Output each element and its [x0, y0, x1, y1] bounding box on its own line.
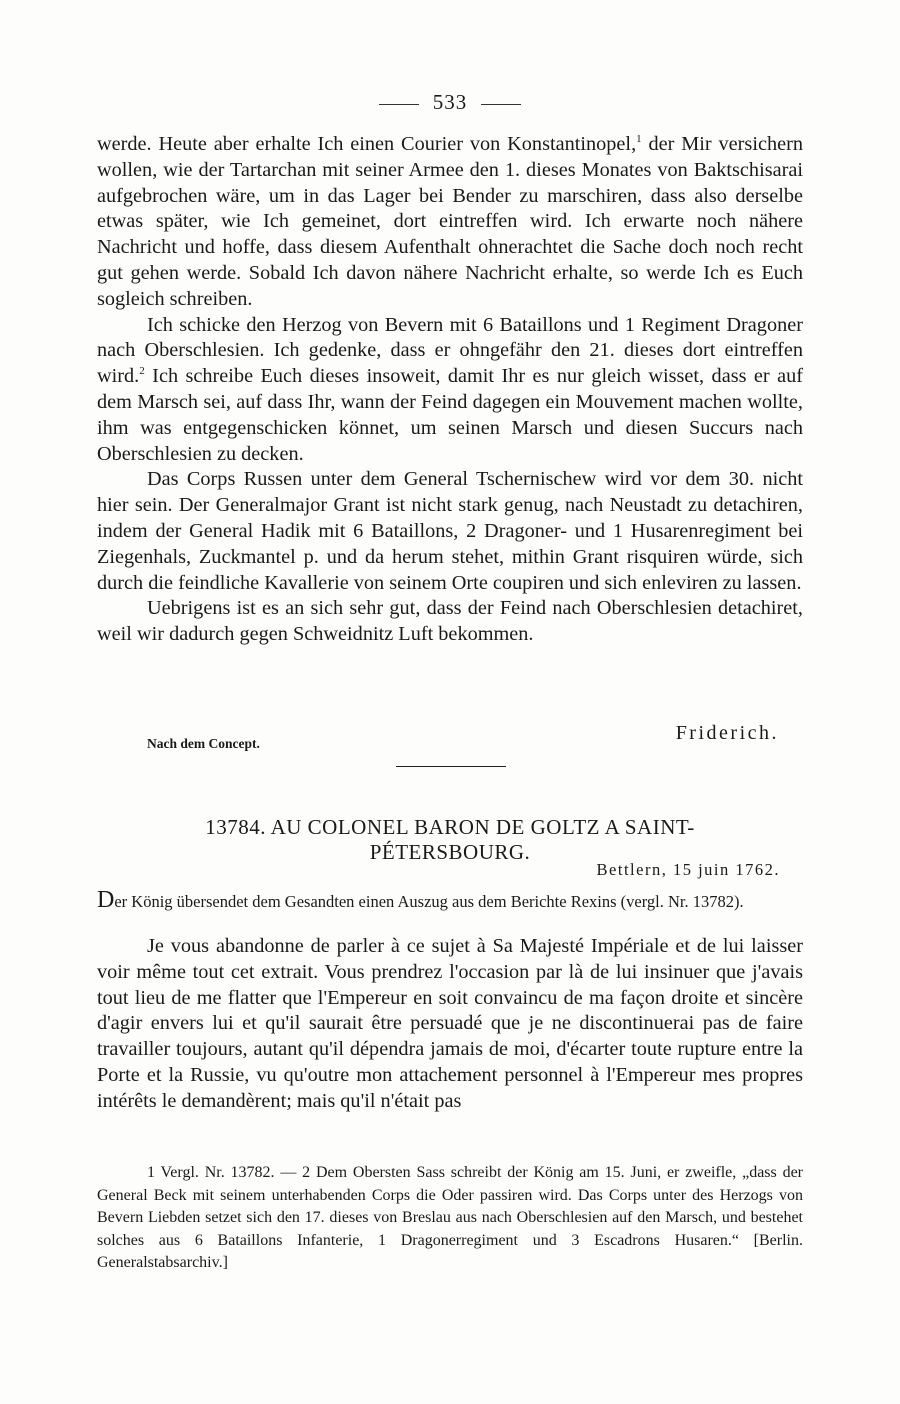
summary-initial: D [97, 887, 115, 913]
main-text [97, 132, 803, 648]
section-divider [396, 766, 506, 767]
footnote-ref-1[interactable]: 1 [636, 133, 642, 145]
source-note: Nach dem Concept. [147, 736, 260, 751]
letter-heading [120, 815, 780, 865]
summary-text: er König übersendet dem Gesandten einen Auszug aus dem Berichte Rexins (vergl. Nr. 13782). [114, 892, 744, 911]
letter-body [97, 934, 803, 1115]
main-paragraph-3: Das Corps Russen unter dem General Tschernischew wird vor dem 30. nicht hier sein. Der Generalmajor Grant ist nicht stark genug, nach Neustadt zu detachiren, indem der General Hadik mit 6 Bataillons, 2 Dragoner- und 1 Husarenregiment bei Ziegenhals, Zuckmantel p. und da herum stehet, mithin Grant risquiren würde, sich durch die feindliche Kavallerie von seinem Orte coupiren und sich enleviren zu lassen. [97, 468, 803, 594]
letter-paragraph-1: Je vous abandonne de parler à ce sujet à Sa Majesté Impériale et de lui laisser voir même tout cet extrait. Vous prendrez l'occasion par là de lui insinuer que j'avais tout lieu de me flatter que l'Empereur en soit convaincu de ma façon droite et sincère d'agir envers lui et qu'il saurait être persuadé que je ne discontinuerai pas de faire travailler toujours, autant qu'il dépendra jamais de moi, d'écarter toute rupture entre la Porte et la Russie, vu qu'outre mon attachement personnel à l'Empereur mes propres intérêts le demandèrent; mais qu'il n'était pas [97, 935, 803, 1112]
letter-heading-line-2: PÉTERSBOURG. [369, 840, 531, 864]
signoff [97, 722, 803, 752]
footnotes [97, 1162, 803, 1275]
signature: Friderich. [675, 722, 779, 744]
page-number [0, 90, 900, 115]
page-number-dash-right [481, 104, 521, 105]
letter-summary [97, 888, 803, 914]
page-number-value: 533 [432, 90, 468, 114]
footnote-text: 1 Vergl. Nr. 13782. — 2 Dem Obersten Sass schreibt der König am 15. Juni, er zweifle, „dass der General Beck mit seinem unterhabenden Corps die Oder passiren wird. Das Corps unter des Herzogs von Bevern Liebden setzet sich den 17. dieses von Breslau aus nach Oberschlesien auf den Marsch, und bestehet solches aus 6 Bataillons Infanterie, 1 Dragonerregiment und 3 Escadrons Husaren.“ [Berlin. Generalstabsarchiv.] [97, 1164, 803, 1271]
main-paragraph-1: werde. Heute aber erhalte Ich einen Courier von Konstantinopel,$^1$ der Mir versichern wollen, wie der Tartarchan mit seiner Armee den 1. dieses Monates von Baktschisarai aufgebrochen wäre, um in das Lager bei Bender zu marschiren, dass also derselbe etwas später, wie Ich gemeinet, dort eintreffen wird. Ich erwarte noch nähere Nachricht und hoffe, dass diesem Aufenthalt ohnerachtet die Sache doch noch recht gut gehen werde. Sobald Ich davon nähere Nachricht erhalte, so werde Ich es Euch sogleich schreiben. [97, 133, 803, 310]
letter-heading-line-1: 13784. AU COLONEL BARON DE GOLTZ A SAINT- [205, 815, 695, 839]
main-paragraph-4: Uebrigens ist es an sich sehr gut, dass der Feind nach Oberschlesien detachiret, weil wir dadurch gegen Schweidnitz Luft bekommen. [97, 597, 803, 646]
footnote-ref-2[interactable]: 2 [139, 365, 145, 378]
page-number-dash-left [379, 104, 419, 105]
main-paragraph-2: Ich schicke den Herzog von Bevern mit 6 Bataillons und 1 Regiment Dragoner nach Oberschlesien. Ich gedenke, dass er ohngefähr den 21. dieses dort eintreffen wird.$^2$ Ich schreibe Euch dieses insoweit, damit Ihr es nur gleich wisset, dass er auf dem Marsch sei, auf dass Ihr, wann der Feind dagegen ein Mouvement machen wollte, ihm was entgegenschicken könnet, um seinen Marsch und diesen Succurs nach Oberschlesien zu decken. [97, 313, 803, 465]
dateline: Bettlern, 15 juin 1762. [596, 860, 780, 879]
